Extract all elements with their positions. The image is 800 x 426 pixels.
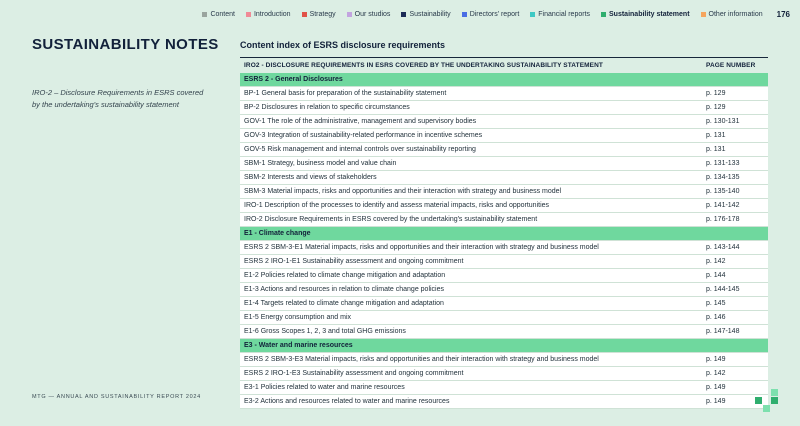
table-row bbox=[240, 283, 768, 297]
disclosure-page: p. 131 bbox=[702, 129, 768, 143]
disclosure-page: p. 149 bbox=[702, 353, 768, 367]
table-row bbox=[240, 171, 768, 185]
table-header-row bbox=[240, 58, 768, 74]
logo-pixel bbox=[763, 405, 770, 412]
section-header-label: ESRS 2 - General Disclosures bbox=[240, 73, 768, 87]
disclosure-page: p. 129 bbox=[702, 101, 768, 115]
logo-pixel bbox=[771, 397, 778, 404]
disclosure-label: E1-3 Actions and resources in relation to climate change policies bbox=[240, 283, 702, 297]
disclosure-label: E3-1 Policies related to water and marine resources bbox=[240, 381, 702, 395]
disclosure-label: GOV-3 Integration of sustainability-related performance in incentive schemes bbox=[240, 129, 702, 143]
disclosure-label: BP-1 General basis for preparation of the sustainability statement bbox=[240, 87, 702, 101]
logo-pixel bbox=[755, 397, 762, 404]
disclosure-page: p. 144 bbox=[702, 269, 768, 283]
report-footer: MTG — ANNUAL AND SUSTAINABILITY REPORT 2024 bbox=[32, 394, 201, 400]
disclosure-label: E1-4 Targets related to climate change mitigation and adaptation bbox=[240, 297, 702, 311]
legend-color-swatch bbox=[701, 12, 706, 17]
nav-item-sustainability[interactable] bbox=[401, 11, 450, 18]
disclosure-page: p. 135-140 bbox=[702, 185, 768, 199]
table-row bbox=[240, 325, 768, 339]
disclosure-page: p. 149 bbox=[702, 381, 768, 395]
nav-item-our-studios[interactable] bbox=[347, 11, 391, 18]
disclosure-label: ESRS 2 SBM-3-E1 Material impacts, risks and opportunities and their interaction with strategy and business model bbox=[240, 241, 702, 255]
table-row bbox=[240, 199, 768, 213]
disclosure-page: p. 142 bbox=[702, 255, 768, 269]
section-header-label: E3 - Water and marine resources bbox=[240, 339, 768, 353]
disclosure-label: ESRS 2 IRO-1-E3 Sustainability assessment and ongoing commitment bbox=[240, 367, 702, 381]
content-area bbox=[240, 40, 768, 409]
table-row bbox=[240, 101, 768, 115]
logo-pixel bbox=[771, 405, 778, 412]
disclosure-page: p. 149 bbox=[702, 395, 768, 409]
disclosure-page: p. 142 bbox=[702, 367, 768, 381]
disclosure-page: p. 147-148 bbox=[702, 325, 768, 339]
nav-item-label: Sustainability bbox=[409, 11, 451, 18]
disclosure-label: IRO-2 Disclosure Requirements in ESRS covered by the undertaking's sustainability statement bbox=[240, 213, 702, 227]
page-subtitle: IRO-2 – Disclosure Requirements in ESRS covered by the undertaking's sustainability statement bbox=[32, 88, 204, 109]
table-row bbox=[240, 381, 768, 395]
nav-item-sustainability-statement[interactable] bbox=[601, 11, 690, 18]
page-number: 176 bbox=[776, 10, 790, 19]
table-row bbox=[240, 143, 768, 157]
logo-pixel bbox=[763, 397, 770, 404]
legend-color-swatch bbox=[530, 12, 535, 17]
section-header-row bbox=[240, 73, 768, 87]
disclosure-page: p. 134-135 bbox=[702, 171, 768, 185]
disclosure-label: E3-2 Actions and resources related to water and marine resources bbox=[240, 395, 702, 409]
section-header-row bbox=[240, 227, 768, 241]
legend-color-swatch bbox=[401, 12, 406, 17]
nav-item-label: Strategy bbox=[309, 11, 336, 18]
disclosure-page: p. 145 bbox=[702, 297, 768, 311]
left-column bbox=[32, 36, 227, 110]
nav-item-strategy[interactable] bbox=[302, 11, 336, 18]
nav-legend bbox=[202, 11, 762, 18]
disclosure-label: E1-5 Energy consumption and mix bbox=[240, 311, 702, 325]
table-row bbox=[240, 353, 768, 367]
disclosure-label: E1-2 Policies related to climate change mitigation and adaptation bbox=[240, 269, 702, 283]
disclosure-label: SBM-1 Strategy, business model and value chain bbox=[240, 157, 702, 171]
disclosure-page: p. 144-145 bbox=[702, 283, 768, 297]
table-row bbox=[240, 297, 768, 311]
page-title: SUSTAINABILITY NOTES bbox=[32, 36, 219, 53]
legend-color-swatch bbox=[462, 12, 467, 17]
nav-item-label: Sustainability statement bbox=[609, 11, 690, 18]
content-title: Content index of ESRS disclosure requirements bbox=[240, 40, 446, 50]
disclosure-table bbox=[240, 57, 768, 409]
disclosure-label: BP-2 Disclosures in relation to specific circumstances bbox=[240, 101, 702, 115]
table-row bbox=[240, 87, 768, 101]
disclosure-label: SBM-2 Interests and views of stakeholders bbox=[240, 171, 702, 185]
disclosure-label: GOV-5 Risk management and internal controls over sustainability reporting bbox=[240, 143, 702, 157]
legend-color-swatch bbox=[347, 12, 352, 17]
disclosure-label: ESRS 2 IRO-1-E1 Sustainability assessment and ongoing commitment bbox=[240, 255, 702, 269]
disclosure-page: p. 130-131 bbox=[702, 115, 768, 129]
table-row bbox=[240, 241, 768, 255]
nav-item-label: Other information bbox=[708, 11, 763, 18]
table-row bbox=[240, 213, 768, 227]
disclosure-page: p. 131 bbox=[702, 143, 768, 157]
disclosure-label: IRO-1 Description of the processes to identify and assess material impacts, risks and opportunities bbox=[240, 199, 702, 213]
nav-item-label: Financial reports bbox=[538, 11, 591, 18]
table-row bbox=[240, 255, 768, 269]
table-row bbox=[240, 311, 768, 325]
legend-color-swatch bbox=[601, 12, 606, 17]
table-row bbox=[240, 367, 768, 381]
table-row bbox=[240, 157, 768, 171]
nav-item-label: Directors' report bbox=[469, 11, 520, 18]
table-header-disclosures: IRO2 - DISCLOSURE REQUIREMENTS IN ESRS COVERED BY THE UNDERTAKING SUSTAINABILITY STATEMENT bbox=[244, 62, 603, 69]
table-header-page-number: PAGE NUMBER bbox=[706, 62, 756, 69]
nav-item-label: Our studios bbox=[354, 11, 391, 18]
nav-item-content[interactable] bbox=[202, 11, 235, 18]
logo-pixel bbox=[755, 405, 762, 412]
table-row bbox=[240, 269, 768, 283]
disclosure-page: p. 141-142 bbox=[702, 199, 768, 213]
legend-color-swatch bbox=[302, 12, 307, 17]
logo-pixel bbox=[771, 389, 778, 396]
disclosure-page: p. 146 bbox=[702, 311, 768, 325]
disclosure-label: E1-6 Gross Scopes 1, 2, 3 and total GHG emissions bbox=[240, 325, 702, 339]
top-nav bbox=[202, 10, 790, 19]
disclosure-page: p. 129 bbox=[702, 87, 768, 101]
nav-item-label: Introduction bbox=[253, 11, 291, 18]
table-row bbox=[240, 129, 768, 143]
disclosure-label: GOV-1 The role of the administrative, management and supervisory bodies bbox=[240, 115, 702, 129]
section-header-label: E1 - Climate change bbox=[240, 227, 768, 241]
table-row bbox=[240, 395, 768, 409]
legend-color-swatch bbox=[246, 12, 251, 17]
table-row bbox=[240, 115, 768, 129]
logo-pixel bbox=[763, 389, 770, 396]
disclosure-page: p. 143-144 bbox=[702, 241, 768, 255]
disclosure-label: SBM-3 Material impacts, risks and opportunities and their interaction with strategy and business model bbox=[240, 185, 702, 199]
disclosure-label: ESRS 2 SBM-3-E3 Material impacts, risks and opportunities and their interaction with strategy and business model bbox=[240, 353, 702, 367]
disclosure-page: p. 131-133 bbox=[702, 157, 768, 171]
nav-item-introduction[interactable] bbox=[246, 11, 291, 18]
nav-item-financial-reports[interactable] bbox=[530, 11, 590, 18]
nav-item-label: Content bbox=[210, 11, 235, 18]
logo-pixel bbox=[755, 389, 762, 396]
nav-item-other-information[interactable] bbox=[701, 11, 763, 18]
legend-color-swatch bbox=[202, 12, 207, 17]
disclosure-page: p. 176-178 bbox=[702, 213, 768, 227]
table-row bbox=[240, 185, 768, 199]
section-header-row bbox=[240, 339, 768, 353]
mtg-pixel-logo bbox=[755, 389, 778, 412]
nav-item-directors-report[interactable] bbox=[462, 11, 520, 18]
